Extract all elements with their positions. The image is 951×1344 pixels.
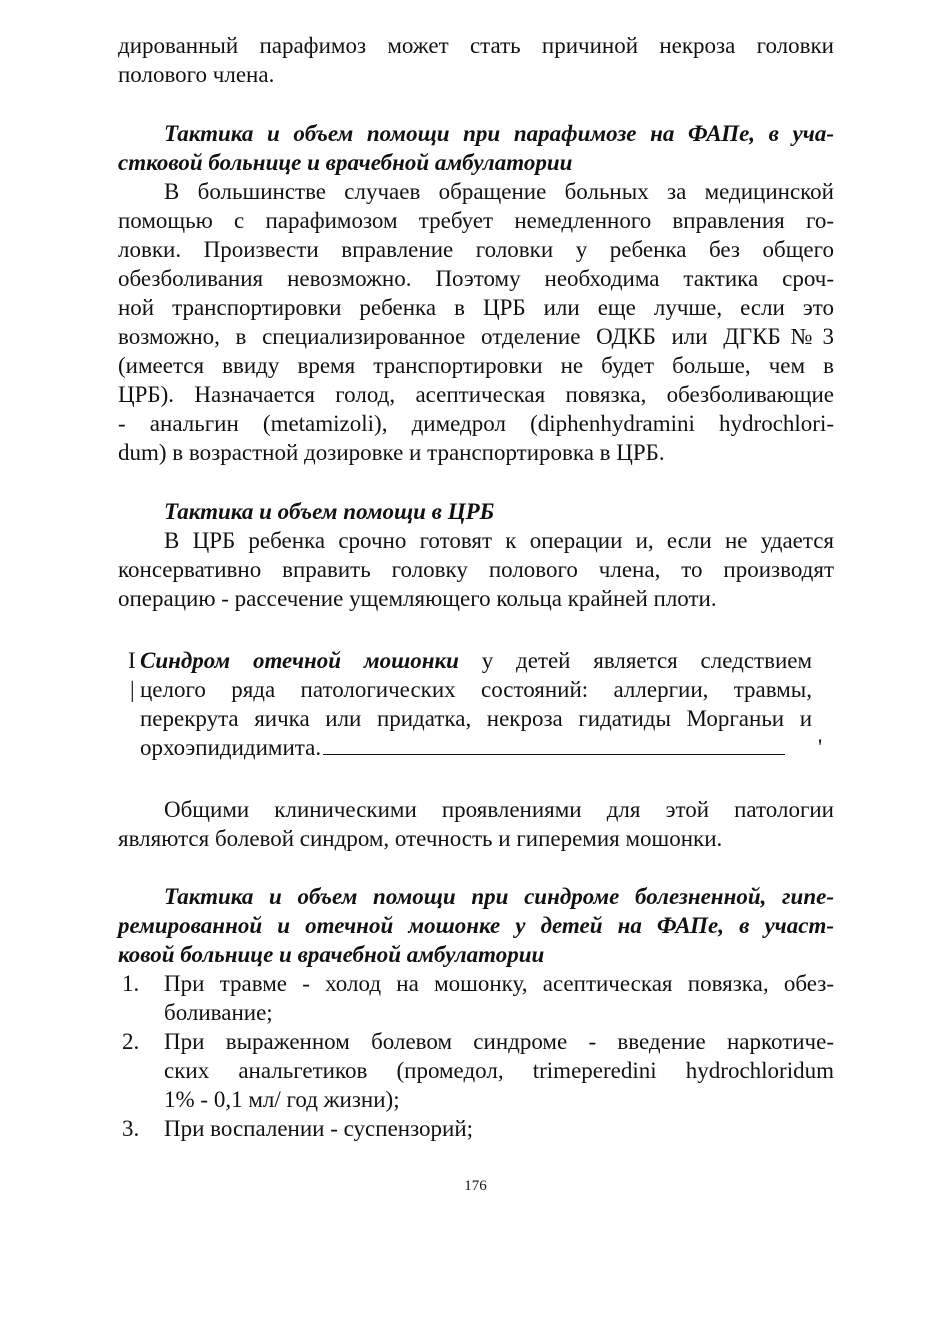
boxed-line xyxy=(140,733,812,762)
text-line: ЦРБ). Назначается голод, асептическая повязка, обезболивающие xyxy=(118,382,834,407)
list-number: 1. xyxy=(122,971,140,996)
text-line: В ЦРБ ребенка срочно готовят к операции и, если не удается xyxy=(164,528,834,553)
margin-tick: ' xyxy=(818,735,823,760)
margin-marker: | xyxy=(130,677,135,702)
boxed-line: целого ряда патологических состояний: аллергии, травмы, xyxy=(140,677,812,702)
text-line: dum) в возрастной дозировке и транспортировка в ЦРБ. xyxy=(118,440,665,465)
section-heading: Тактика и объем помощи при синдроме болезненной, гипе- xyxy=(164,884,834,909)
section-heading: ремированной и отечной мошонке у детей на ФАПе, в участ- xyxy=(118,913,834,938)
section-heading: ковой больнице и врачебной амбулатории xyxy=(118,942,545,967)
text-line: - анальгин (metamizoli), димедрол (diphenhydramini hydrochlori- xyxy=(118,411,834,436)
text-line: помощью с парафимозом требует немедленного вправления го- xyxy=(118,208,834,233)
text-line: ловки. Произвести вправление головки у ребенка без общего xyxy=(118,237,834,262)
text-line: обезболивания невозможно. Поэтому необходима тактика сроч- xyxy=(118,266,834,291)
list-item-line: При воспалении - суспензорий; xyxy=(164,1116,474,1141)
list-item-line: При выраженном болевом синдроме - введение наркотиче- xyxy=(164,1029,834,1054)
section-heading: стковой больнице и врачебной амбулатории xyxy=(118,150,573,175)
fill-underline xyxy=(323,734,785,755)
list-item-line: 1% - 0,1 мл/ год жизни); xyxy=(164,1087,400,1112)
list-item-line: При травме - холод на мошонку, асептическая повязка, обез- xyxy=(164,971,834,996)
boxed-line: перекрута яичка или придатка, некроза гидатиды Морганьи и xyxy=(140,706,812,731)
text-line: В большинстве случаев обращение больных за медицинской xyxy=(164,179,834,204)
list-item-line: боливание; xyxy=(164,1000,273,1025)
text-line: консервативно вправить головку полового члена, то производят xyxy=(118,557,834,582)
text-line: полового члена. xyxy=(118,62,275,87)
boxed-text: у детей является следствием xyxy=(458,648,813,673)
text-line: (имеется ввиду время транспортировки не будет больше, чем в xyxy=(118,353,834,378)
text-line: операцию - рассечение ущемляющего кольца крайней плоти. xyxy=(118,586,717,611)
boxed-term: Синдром отечной мошонки xyxy=(140,648,459,673)
list-number: 3. xyxy=(122,1116,140,1141)
text-line: возможно, в специализированное отделение ОДКБ или ДГКБ№3 xyxy=(118,324,834,349)
section-heading: Тактика и объем помощи в ЦРБ xyxy=(164,499,495,524)
list-item-line: ских анальгетиков (промедол, trimeperedini hydrochloridum xyxy=(164,1058,834,1083)
text-line: являются болевой синдром, отечность и гиперемия мошонки. xyxy=(118,826,723,851)
margin-marker: I xyxy=(128,648,136,673)
text-line: дированный парафимоз может стать причиной некроза головки xyxy=(118,33,834,58)
boxed-text: орхоэпидидимита. xyxy=(140,735,322,760)
list-number: 2. xyxy=(122,1029,140,1054)
page-number: 176 xyxy=(464,1178,487,1194)
boxed-line xyxy=(140,646,812,675)
text-line: ной транспортировки ребенка в ЦРБ или еще лучше, если это xyxy=(118,295,834,320)
section-heading: Тактика и объем помощи при парафимозе на ФАПе, в уча- xyxy=(164,121,834,146)
text-line: Общими клиническими проявлениями для этой патологии xyxy=(164,797,834,822)
